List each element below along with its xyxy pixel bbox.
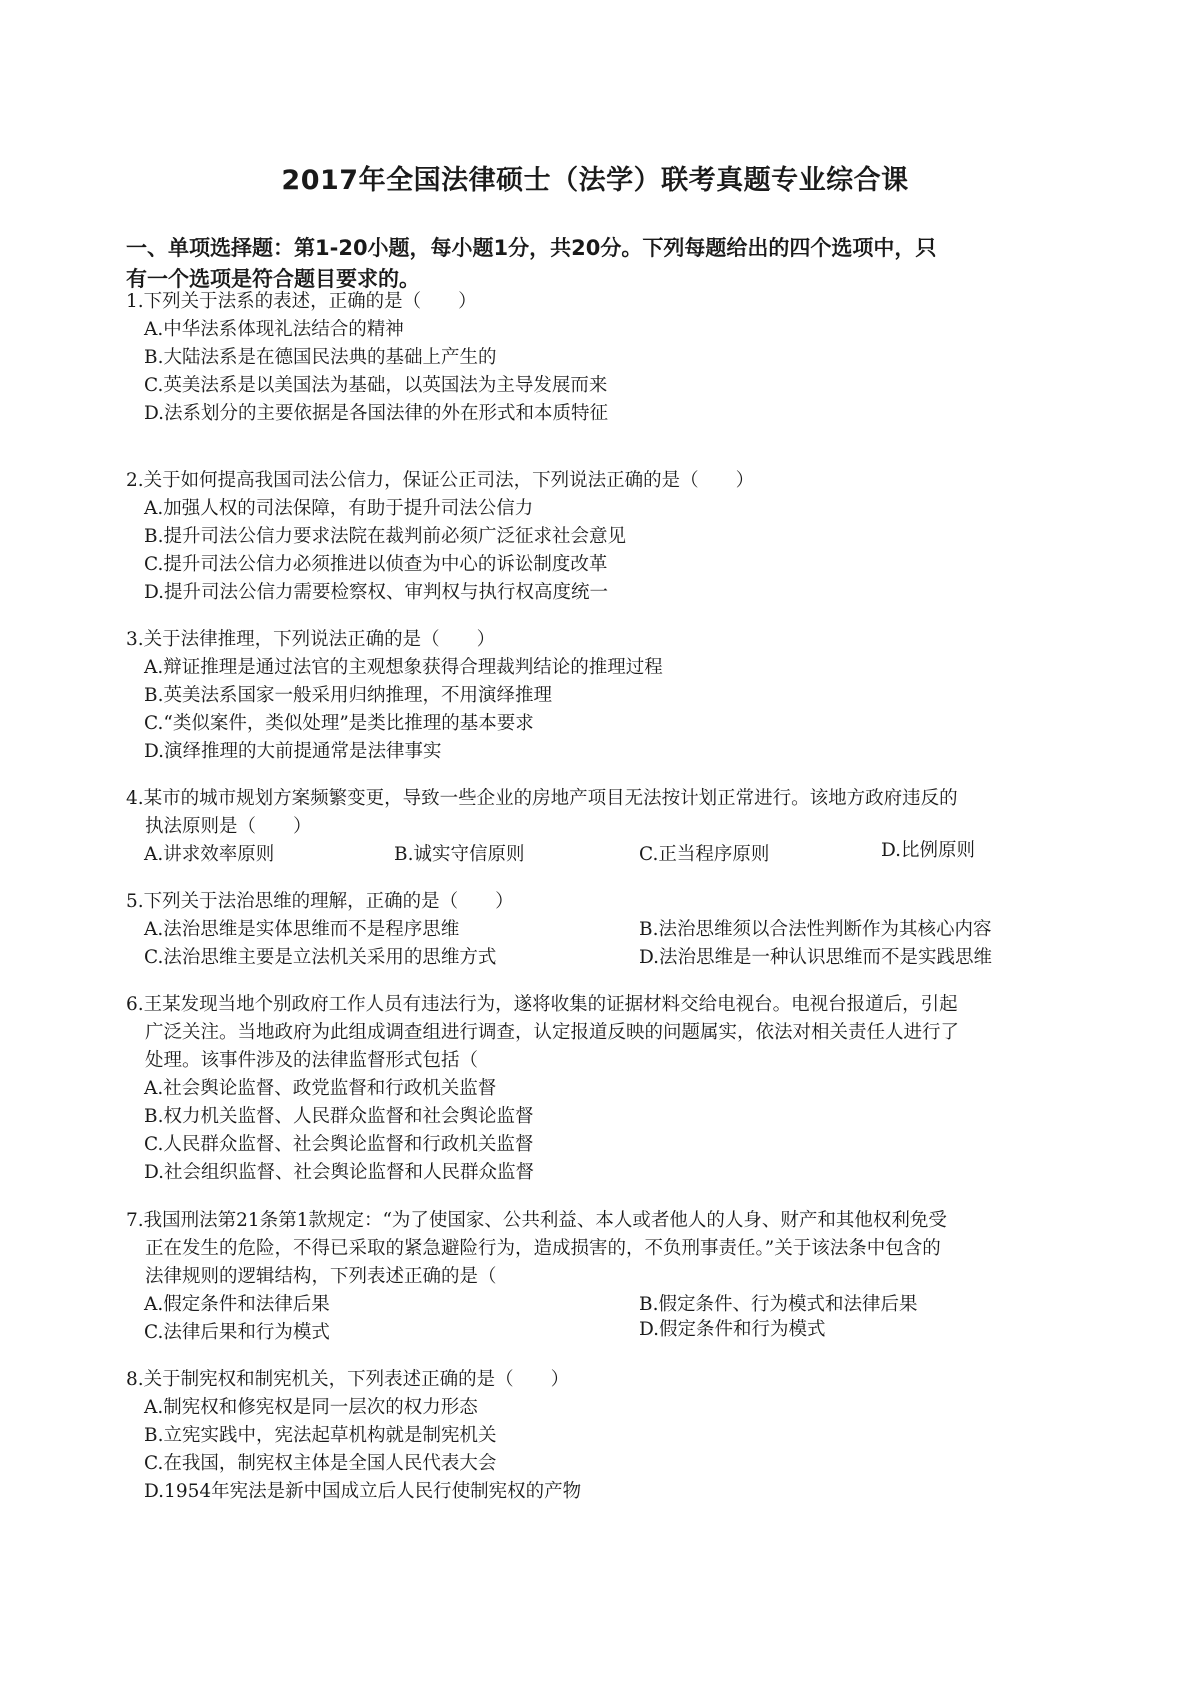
option-b: B.英美法系国家一般采用归纳推理，不用演绎推理 (144, 685, 552, 706)
question-6 (126, 991, 1086, 1187)
option-d: D.1954年宪法是新中国成立后人民行使制宪权的产物 (144, 1481, 582, 1502)
option-b: B.提升司法公信力要求法院在裁判前必须广泛征求社会意见 (144, 526, 626, 547)
option-c: C.正当程序原则 (639, 844, 770, 865)
option-c: C.法律后果和行为模式 (144, 1322, 330, 1343)
option-d: D.法系划分的主要依据是各国法律的外在形式和本质特征 (144, 403, 609, 424)
question-stem: 8.关于制宪权和制宪机关，下列表述正确的是（ ） (126, 1369, 570, 1390)
question-stem-line: 6.王某发现当地个别政府工作人员有违法行为，遂将收集的证据材料交给电视台。电视台报道后，引起 (126, 994, 958, 1015)
option-a: A.制宪权和修宪权是同一层次的权力形态 (144, 1397, 478, 1418)
option-b: B.法治思维须以合法性判断作为其核心内容 (639, 919, 992, 940)
option-c: C.英美法系是以美国法为基础，以英国法为主导发展而来 (144, 375, 608, 396)
question-stem-line: 法律规则的逻辑结构，下列表述正确的是（ (145, 1266, 497, 1287)
question-stem-line: 4.某市的城市规划方案频繁变更，导致一些企业的房地产项目无法按计划正常进行。该地方政府违反的 (126, 788, 958, 809)
options-row (126, 916, 1086, 944)
option-a: A.讲求效率原则 (144, 844, 275, 865)
section-heading (126, 233, 1076, 295)
option-c: C.在我国，制宪权主体是全国人民代表大会 (144, 1453, 497, 1474)
question-7 (126, 1207, 1086, 1347)
question-stem: 1.下列关于法系的表述，正确的是（ ） (126, 291, 477, 312)
question-3 (126, 626, 1086, 766)
option-b: B.假定条件、行为模式和法律后果 (639, 1294, 918, 1315)
options-row (126, 1291, 1086, 1319)
option-a: A.加强人权的司法保障，有助于提升司法公信力 (144, 498, 534, 519)
option-d: D.社会组织监督、社会舆论监督和人民群众监督 (144, 1162, 535, 1183)
option-b: B.大陆法系是在德国民法典的基础上产生的 (144, 347, 497, 368)
option-d: D.提升司法公信力需要检察权、审判权与执行权高度统一 (144, 582, 609, 603)
page-title: 2017年全国法律硕士（法学）联考真题专业综合课 (281, 165, 909, 196)
question-stem: 5.下列关于法治思维的理解，正确的是（ ） (126, 891, 514, 912)
question-4 (126, 785, 1086, 869)
option-a: A.社会舆论监督、政党监督和行政机关监督 (144, 1078, 497, 1099)
option-c: C.“类似案件，类似处理”是类比推理的基本要求 (144, 713, 534, 734)
question-stem: 2.关于如何提高我国司法公信力，保证公正司法，下列说法正确的是（ ） (126, 470, 755, 491)
option-a: A.法治思维是实体思维而不是程序思维 (144, 919, 460, 940)
question-stem: 3.关于法律推理，下列说法正确的是（ ） (126, 629, 496, 650)
option-c: C.法治思维主要是立法机关采用的思维方式 (144, 947, 497, 968)
option-a: A.假定条件和法律后果 (144, 1294, 330, 1315)
question-stem-line: 7.我国刑法第21条第1款规定：“为了使国家、公共利益、本人或者他人的人身、财产和其他权利免受 (126, 1210, 947, 1231)
question-stem-line: 执法原则是（ ） (145, 816, 312, 837)
question-stem-line: 正在发生的危险，不得已采取的紧急避险行为，造成损害的，不负刑事责任。”关于该法条中包含的 (145, 1238, 941, 1259)
question-5 (126, 888, 1086, 972)
option-a: A.辩证推理是通过法官的主观想象获得合理裁判结论的推理过程 (144, 657, 663, 678)
options-row (126, 944, 1086, 972)
option-a: A.中华法系体现礼法结合的精神 (144, 319, 404, 340)
question-8 (126, 1366, 1086, 1506)
question-stem (126, 1207, 1086, 1291)
question-stem-line: 广泛关注。当地政府为此组成调查组进行调查，认定报道反映的问题属实，依法对相关责任人进行了 (145, 1022, 960, 1043)
question-2 (126, 467, 1086, 607)
option-d: D.假定条件和行为模式 (639, 1319, 826, 1340)
question-1 (126, 288, 1086, 428)
option-b: B.立宪实践中，宪法起草机构就是制宪机关 (144, 1425, 497, 1446)
options-row (126, 1319, 1086, 1347)
option-d: D.比例原则 (881, 840, 976, 861)
option-d: D.法治思维是一种认识思维而不是实践思维 (639, 947, 993, 968)
option-b: B.权力机关监督、人民群众监督和社会舆论监督 (144, 1106, 534, 1127)
section-heading-line: 一、单项选择题：第1-20小题，每小题1分，共20分。下列每题给出的四个选项中，只 (126, 236, 937, 260)
option-d: D.演绎推理的大前提通常是法律事实 (144, 741, 442, 762)
option-c: C.提升司法公信力必须推进以侦查为中心的诉讼制度改革 (144, 554, 608, 575)
question-stem (126, 785, 1086, 841)
section-heading-line: 有一个选项是符合题目要求的。 (126, 267, 420, 291)
option-b: B.诚实守信原则 (394, 844, 525, 865)
question-stem (126, 991, 1086, 1075)
options-row (126, 841, 1086, 869)
option-c: C.人民群众监督、社会舆论监督和行政机关监督 (144, 1134, 534, 1155)
question-stem-line: 处理。该事件涉及的法律监督形式包括（ (145, 1050, 479, 1071)
